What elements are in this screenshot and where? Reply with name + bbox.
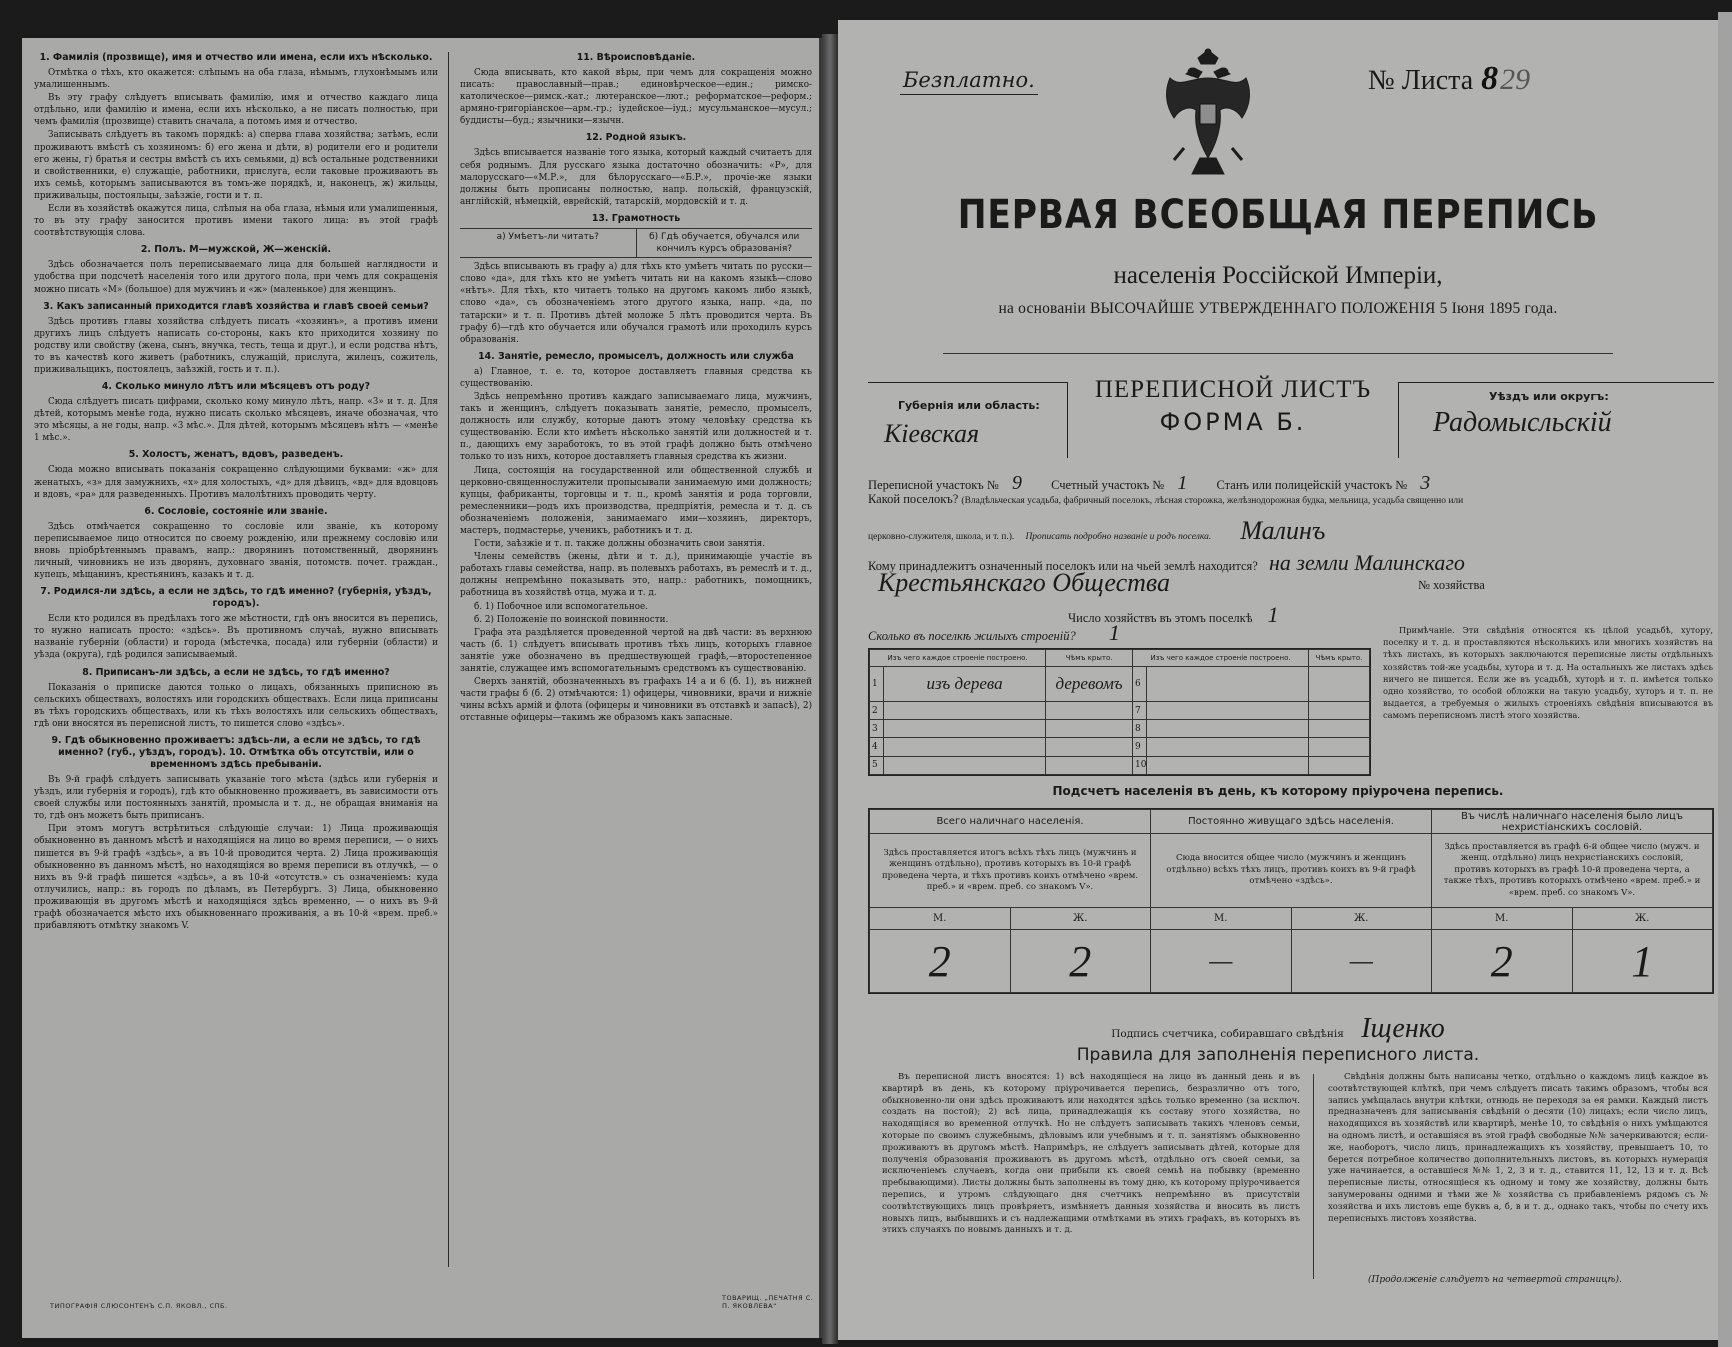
province-value: Кіевская bbox=[884, 419, 980, 448]
instructions-column-1 bbox=[34, 50, 438, 1280]
instruction-heading: 8. Приписанъ-ли здѣсь, а если не здѣсь, то гдѣ именно? bbox=[82, 666, 390, 678]
building-cell bbox=[1147, 667, 1309, 702]
building-1-roof: деревомъ bbox=[1046, 667, 1133, 702]
instructions-column-2 bbox=[460, 50, 812, 1280]
instruction-section bbox=[34, 449, 438, 500]
owner-value-1: на земли Малинскаго bbox=[1268, 550, 1465, 575]
instruction-heading: 7. Родился-ли здѣсь, а если не здѣсь, то гдѣ именно? (губернія, уѣздъ, городъ). bbox=[40, 586, 432, 610]
sheet-number-label: № Листа bbox=[1368, 65, 1474, 96]
building-cell bbox=[1046, 738, 1133, 756]
instruction-paragraph: Если кто родился въ предѣлахъ того же мѣстности, гдѣ онъ вносится въ перепись, то нужно написать просто: «здѣсь». Въ противномъ случаѣ, нужно вписывать названіе губерніи (области) и города (мѣстечка, посада) или губерніи (области) и уѣзда (округа), гдѣ родился записываемый. bbox=[34, 614, 438, 661]
households-count-label: Число хозяйствъ въ этомъ поселкѣ bbox=[1068, 611, 1253, 625]
province-label: Губернія или область: bbox=[898, 399, 1040, 412]
owner-value-2: Крестьянскаго Общества bbox=[878, 568, 1171, 597]
building-number: 4 bbox=[870, 738, 884, 756]
police-district-value: 3 bbox=[1420, 472, 1431, 494]
resident-population-desc: Сюда вносится общее число (мужчинъ и женщинъ отдѣльно) всѣхъ тѣхъ лицъ, противъ коихъ въ 9-й графѣ отмѣчено «здѣсь». bbox=[1151, 834, 1432, 908]
census-legal-basis: на основаніи ВЫСОЧАЙШЕ УТВЕРЖДЕННАГО ПОЛОЖЕНІЯ 5 Іюня 1895 года. bbox=[998, 300, 1558, 317]
book-spine bbox=[822, 34, 838, 1344]
building-number: 7 bbox=[1133, 701, 1147, 719]
present-male-count: 2 bbox=[870, 930, 1011, 993]
building-cell bbox=[1147, 756, 1309, 774]
enumerator-signature-row bbox=[838, 1013, 1718, 1045]
instruction-section bbox=[34, 735, 438, 932]
instruction-paragraph: Отмѣтка о тѣхъ, кто окажется: слѣпымъ на оба глаза, нѣмымъ, глухонѣмымъ или умалишеннымъ. bbox=[34, 68, 438, 91]
instruction-section bbox=[460, 52, 812, 127]
enumerator-signature-label: Подпись счетчика, собиравшаго свѣдѣнія bbox=[1111, 1028, 1344, 1040]
building-cell bbox=[1309, 720, 1370, 738]
census-form-page bbox=[838, 20, 1718, 1340]
settlement-value: Малинъ bbox=[1240, 516, 1326, 545]
instruction-section bbox=[34, 586, 438, 661]
buildings-header-roof-2: Чѣмъ крыто. bbox=[1309, 650, 1370, 667]
instruction-paragraph: б. 1) Побочное или вспомогательное. bbox=[474, 601, 649, 612]
female-column: Ж. bbox=[1291, 908, 1432, 930]
instruction-paragraph: Здѣсь вписывается названіе того языка, который каждый считаетъ для себя роднымъ. Для русскаго языка достаточно обозначить: «Р», для малорусскаго—«М.Р.», для бѣлорусскаго—«Б.Р.», прочіе-же языки должны быть прописаны полностью, напр. польскій, французскій, англійскій, нѣмецкій, еврейскій, татарскій, мордовскій и т. д. bbox=[460, 148, 812, 207]
instruction-section bbox=[460, 351, 812, 725]
building-cell bbox=[1309, 701, 1370, 719]
instruction-section bbox=[34, 506, 438, 581]
enumerator-signature: Іщенко bbox=[1361, 1013, 1445, 1044]
dwellings-value: 1 bbox=[1108, 620, 1120, 645]
building-cell bbox=[1046, 701, 1133, 719]
instruction-section bbox=[34, 381, 438, 444]
present-female-count: 2 bbox=[1010, 930, 1151, 993]
building-cell bbox=[1147, 701, 1309, 719]
building-1-material: изъ дерева bbox=[884, 667, 1046, 702]
instruction-paragraph: Въ 9-й графѣ слѣдуетъ записывать указаніе того мѣста (здѣсь или губернія и уѣздъ, или губернія и городъ), гдѣ кто обыкновенно проживаетъ, въ зависимости отъ своей службы или постоянныхъ занятій, промысла и т. д., не обращая вниманія на то, гдѣ онъ можетъ быть приписанъ. bbox=[34, 774, 438, 822]
present-population-desc: Здѣсь проставляется итогъ всѣхъ тѣхъ лицъ (мужчинъ и женщинъ отдѣльно), противъ которыхъ въ 10-й графѣ проведена черта, и тѣхъ противъ коихъ отмѣчено «врем. преб.» и «врем. преб. со знакомъ V». bbox=[870, 834, 1151, 908]
buildings-header-roof: Чѣмъ крыто. bbox=[1046, 650, 1133, 667]
resident-population-header: Постоянно живущаго здѣсь населенія. bbox=[1151, 810, 1432, 834]
instruction-heading: 13. Грамотность bbox=[591, 212, 681, 224]
building-cell bbox=[1046, 720, 1133, 738]
non-christian-female-count: 1 bbox=[1572, 930, 1713, 993]
instruction-paragraph: Сверхъ занятій, обозначенныхъ въ графахъ 14 а и 6 (б. 1), въ нижней части графы б (б. 2) отмѣчаются: 1) офицеры, чиновники, врачи и нижніе чины всѣхъ армій и флота (офицеры и чиновники въ отставкѣ и запасѣ), 2) отставные офицеры—такимъ же образомъ какъ запасные. bbox=[460, 677, 812, 724]
divider-line bbox=[943, 353, 1613, 354]
settlement-hint-3: Прописать подробно названіе и родъ поселка. bbox=[1025, 532, 1212, 542]
building-cell bbox=[1309, 738, 1370, 756]
district-value: Радомысльскій bbox=[1433, 407, 1612, 438]
households-count-value: 1 bbox=[1267, 602, 1279, 627]
building-cell bbox=[1309, 756, 1370, 774]
instruction-heading: 3. Какъ записанный приходится главѣ хозяйства и главѣ своей семьи? bbox=[43, 300, 429, 312]
buildings-header-material: Изъ чего каждое строеніе построено. bbox=[870, 650, 1046, 667]
instruction-section bbox=[34, 301, 438, 376]
instruction-subheading: б) Гдѣ обучается, обучался или кончилъ курсъ образованія? bbox=[636, 229, 813, 257]
building-number: 1 bbox=[870, 667, 884, 702]
resident-female-count: — bbox=[1291, 930, 1432, 993]
district-label: Уѣздъ или округъ: bbox=[1489, 390, 1609, 403]
enumeration-district-label: Переписной участокъ № bbox=[868, 478, 999, 492]
instruction-heading: 6. Сословіе, состояніе или званіе. bbox=[144, 505, 328, 517]
instruction-paragraph: Сюда вписывать, кто какой вѣры, при чемъ для сокращенія можно писать: православный—прав.; единовѣрческое—един.; римско-католическое—римск.-кат.; лютеранское—лют.; реформатское—реформ.; армяно-григоріанское—арм.-гр.; іудейское—іуд.; мусульманское—мусул.; буддисты—буд.; язычники—язычн. bbox=[460, 68, 812, 127]
instruction-heading: 11. Вѣроисповѣданіе. bbox=[576, 52, 696, 63]
left-page-instructions bbox=[22, 38, 822, 1338]
instruction-section bbox=[34, 667, 438, 730]
building-cell bbox=[884, 720, 1046, 738]
male-column: М. bbox=[1432, 908, 1573, 930]
building-number: 2 bbox=[870, 701, 884, 719]
population-count-table bbox=[868, 808, 1714, 994]
building-cell bbox=[1046, 756, 1133, 774]
instruction-paragraph: Здѣсь отмѣчается сокращенно то сословіе или званіе, къ которому переписываемое лицо относится по своему рожденію, или прежнему сословію или вновь пріобрѣтеннымъ правамъ, напр.: дворянинъ потомственный, дворянинъ личный, чиновникъ не изъ дворянъ, духовнаго званія, потомств. почет. граждан., купецъ, мѣщанинъ, крестьянинъ, казакъ и т. д. bbox=[34, 521, 438, 581]
building-number: 3 bbox=[870, 720, 884, 738]
province-box bbox=[868, 382, 1068, 458]
printer-imprint-left: ТИПОГРАФІЯ СЛЮСОНТЕНЪ С.П. ЯКОВЛ., СПБ. bbox=[50, 1302, 228, 1310]
building-cell bbox=[1147, 720, 1309, 738]
instruction-subheading: а) Умѣетъ-ли читать? bbox=[496, 231, 599, 242]
instruction-paragraph: Здѣсь непремѣнно противъ каждаго записываемаго лица, мужчинъ, такъ и женщинъ, слѣдуетъ показывать занятіе, ремесло, промыселъ, должность или службу, которые даютъ этому человѣку средства къ существованію. Если кто имѣетъ нѣсколько занятій или должностей и т. п., дающихъ ему заработокъ, то въ этой графѣ должно быть отмѣчено только то изъ нихъ, которое доставляетъ главныя средства къ жизни. bbox=[460, 391, 812, 463]
instruction-paragraph: Здѣсь вписывають въ графу а) для тѣхъ кто умѣетъ читать по русски—слово «да», для тѣхъ кто не умѣетъ читать ни на какомъ языкѣ—слово «нѣтъ». Для тѣхъ, кто читаетъ только на другомъ какомъ либо языкѣ, слово «да», съ обозначеніемъ этого другого языка, напр. «да, по татарски» и т. п. Противъ дѣтей моложе 5 лѣтъ проводится черта. Въ графу б)—гдѣ кто обучается или обучался грамотѣ или проходилъ курсъ образованія. bbox=[460, 262, 812, 345]
building-cell bbox=[884, 701, 1046, 719]
instruction-paragraph: Сюда можно вписывать показанія сокращенно слѣдующими буквами: «ж» для женатыхъ, «з» для замужнихъ, «х» для холостыхъ, «д» для дѣвицъ, «вд» для вдовцовъ и вдовъ, «ра» для разведенныхъ. Противъ малолѣтнихъ проводить черту. bbox=[34, 465, 438, 500]
settlement-label: Какой поселокъ? bbox=[868, 492, 959, 506]
printer-imprint-right: ТОВАРИЩ. „ПЕЧАТНЯ С. П. ЯКОВЛЕВА“ bbox=[722, 1294, 814, 1310]
resident-male-count: — bbox=[1151, 930, 1292, 993]
form-type: ФОРМА Б. bbox=[1159, 408, 1307, 436]
instruction-heading: 5. Холостъ, женатъ, вдовъ, разведенъ. bbox=[128, 449, 344, 461]
instruction-paragraph: Сюда слѣдуетъ писать цифрами, сколько кому минуло лѣтъ, напр. «3» и т. д. Для дѣтей, которымъ менѣе года, нужно писать сколько мѣсяцевъ, иначе обозначая, что это мѣсяцы, а не годы, напр. «3 мѣс.». Для дѣтей, которымъ мѣсяцевъ нѣтъ — «менѣе 1 мѣс.». bbox=[34, 397, 438, 444]
instruction-paragraph: Здѣсь обозначается полъ переписываемаго лица для большей наглядности и удобства при подсчетѣ населенія того или другого пола, при чемъ для сокращенія можно писать «М» (большое) для мужчинъ и «ж» (маленькое) для женщинъ. bbox=[34, 260, 438, 295]
dwellings-label: Сколько въ поселкѣ жилыхъ строеній? bbox=[868, 629, 1076, 643]
building-number: 9 bbox=[1133, 738, 1147, 756]
instruction-paragraph: Гости, заѣзжіе и т. п. также должны обозначить свои занятія. bbox=[474, 539, 765, 550]
instruction-heading: 1. Фамилія (прозвище), имя и отчество или имена, если ихъ нѣсколько. bbox=[39, 52, 433, 63]
non-christian-male-count: 2 bbox=[1432, 930, 1573, 993]
sheet-number-value: 8 bbox=[1481, 60, 1499, 97]
instruction-paragraph: При этомъ могутъ встрѣтиться слѣдующіе случаи: 1) Лица проживающія обыкновенно въ данномъ мѣстѣ и находящіяся на лицо во время переписи, — о нихъ пишется въ 9-й графѣ «здѣсь», а въ 10-й проводится черта. 2) Лица проживающія обыкновенно въ данномъ мѣстѣ, но находящіяся во время переписи въ отлучкѣ, — о нихъ въ 9-й графѣ пишется «здѣсь», а въ 10-й «отсутств.» съ означеніемъ: куда отлучились, напр.: въ городъ по дѣламъ, въ Петербургъ. 3) Лица, обыкновенно проживающія въ другомъ мѣстѣ и находящіяся здѣсь временно, — о нихъ въ 9-й графѣ обозначается мѣсто ихъ обыкновеннаго проживанія, а въ 10-й «врем. преб.» прибавляютъ отмѣтку знакомъ V. bbox=[34, 824, 438, 932]
present-population-header: Всего наличнаго населенія. bbox=[870, 810, 1151, 834]
building-number: 5 bbox=[870, 756, 884, 774]
building-number: 8 bbox=[1133, 720, 1147, 738]
non-christian-header: Въ числѣ наличнаго населенія было лицъ нехристіанскихъ сословій. bbox=[1432, 810, 1713, 834]
buildings-note: Примѣчаніе. Эти свѣдѣнія относятся къ цѣлой усадьбѣ, хутору, поселку и т. д. и проставляются нѣсколькихъ или многихъ хозяйствъ на тѣхъ листахъ, въ которыхъ заключаются переписные листы отдѣльныхъ хозяйствъ той-же усадьбы, хутора и т. д. На остальныхъ же листахъ здѣсь ничего не пишется. Если же въ усадьбѣ, хуторѣ и т. п. имѣется только одно хозяйство, то особой обложки на такую усадьбу, хуторъ и т. п. не выдается, а требуемыя о жилыхъ строеніяхъ свѣдѣнія вписываются въ самомъ переписномъ листѣ этого хозяйства. bbox=[1383, 625, 1713, 721]
buildings-header-material-2: Изъ чего каждое строеніе построено. bbox=[1133, 650, 1309, 667]
counting-district-value: 1 bbox=[1177, 472, 1188, 494]
instruction-paragraph: Графа эта раздѣляется проведенной чертой на двѣ части: въ верхнюю часть (б. 1) слѣдуетъ вписывать противъ тѣхъ лицъ, которыхъ главное занятіе уже обозначено въ предшествующей графѣ,—второстепенное занятіе, служащее имъ вспомогательнымъ средствомъ къ существованію. bbox=[460, 627, 812, 675]
instruction-paragraph: б. 2) Положеніе по воинской повинности. bbox=[474, 614, 669, 625]
instruction-section bbox=[460, 213, 812, 346]
instruction-section bbox=[460, 132, 812, 207]
owner-row-2 bbox=[878, 568, 1485, 598]
rules-text-left: Въ переписной листъ вносятся: 1) всѣ находящіеся на лицо въ данный день и въ квартирѣ въ день, къ которому пріурочивается перепись, безразлично отъ того, обыкновенно-ли они здѣсь проживаютъ или находятся здѣсь только временно (за исключ. создать на постой); 2) всѣ лица, принадлежащія къ составу этого хозяйства, но находящіяся во временной отлучкѣ. Но не слѣдуетъ записывать такихъ членовъ семьи, которые по своимъ служебнымъ, дѣловымъ или учебнымъ и т. п. занятіямъ обыкновенно проживаютъ въ другомъ мѣстѣ. Напримѣръ, не слѣдуетъ записывать дѣтей, которые для полученія образованія проживаютъ въ другомъ мѣстѣ, отдѣльно отъ своей семьи, за исключеніемъ случаевъ, когда они прибыли къ своей семьѣ на побывку (временно пребывающими). Листы должны быть заполнены въ тому дню, къ которому пріурочивается перепись, и утромъ слѣдующаго дня счетчикъ непремѣнно въ присутствіи соотвѣтствующихъ лицъ провѣряетъ, измѣняетъ данныя хозяйства и вносить въ листъ новыхъ лицъ, выбывшихъ и съ надлежащими отмѣтками въ этихъ графахъ, въ которыхъ въ этихъ случаяхъ по новымъ данныхъ и т. д. bbox=[882, 1072, 1300, 1236]
building-cell bbox=[1147, 738, 1309, 756]
rules-continued-note: (Продолженіе слѣдуетъ на четвертой страницѣ). bbox=[1368, 1275, 1622, 1285]
column-divider bbox=[448, 52, 449, 1267]
district-box bbox=[1398, 382, 1714, 458]
instruction-heading: 9. Гдѣ обыкновенно проживаетъ: здѣсь-ли, а если не здѣсь, то гдѣ именно? (губ., уѣздъ, городъ). 10. Отмѣтка объ отсутствіи, или о временномъ здѣсь пребываніи. bbox=[51, 734, 421, 770]
dwellings-row bbox=[868, 620, 1120, 646]
form-title-block bbox=[1068, 376, 1398, 436]
sheet-number bbox=[1368, 60, 1530, 98]
enumeration-district-value: 9 bbox=[1011, 472, 1022, 494]
instruction-heading: 14. Занятіе, ремесло, промыселъ, должность или служба bbox=[478, 350, 794, 362]
female-column: Ж. bbox=[1010, 908, 1151, 930]
rules-divider bbox=[1313, 1074, 1314, 1279]
census-sheet-title: ПЕРЕПИСНОЙ ЛИСТЪ bbox=[1094, 376, 1372, 403]
male-column: М. bbox=[870, 908, 1011, 930]
rules-text-right: Свѣдѣнія должны быть написаны четко, отдѣльно о каждомъ лицѣ каждое въ соотвѣтствующей клѣткѣ, при чемъ слѣдуетъ писать такимъ образомъ, чтобы вся запись умѣщалась внутри клѣтки, отнюдь не переходя за ея рамки. Каждый листъ предназначенъ для записыванія свѣдѣній о десяти (10) лицахъ; если число лицъ, находящихся въ хозяйствѣ или квартирѣ, менѣе 10, то свѣдѣнія о нихъ умѣщаются на одномъ листѣ, и оставшіяся въ этой графѣ свободные №№ зачеркиваются; если-же, наоборотъ, число лицъ, принадлежащихъ къ хозяйству, превышаетъ 10, то берется потребное количество дополнительныхъ листовъ, въ которыхъ нумерація уже начинается, а оставшіеся №№ 1, 2, 3 и т. д., ставится 11, 12, 13 и т. д. Всѣ переписные листы, относящіеся къ одному и тому же хозяйству, должны быть занумерованы одними и тѣми же № хозяйства съ прибавленіемъ рядомъ съ № хозяйства и ихъ листовъ еще буквъ а, б, в и т. д., однако такъ, чтобы по счету ихъ переписныхъ листовъ хозяйства. bbox=[1328, 1072, 1708, 1224]
imperial-eagle-emblem bbox=[1160, 48, 1256, 178]
sheet-number-archive: 29 bbox=[1500, 63, 1531, 96]
building-number: 10 bbox=[1133, 756, 1147, 774]
instruction-paragraph: Въ эту графу слѣдуетъ вписывать фамилію, имя и отчество каждаго лица отдѣльно, или фамилію и имена, если ихъ нѣсколько, а не писать полностью, при чемъ фамилія (прозвище) ставить сначала, а потомъ имя и отчество. bbox=[34, 93, 438, 128]
instruction-section bbox=[34, 52, 438, 239]
book-cover-edge bbox=[1718, 12, 1732, 1347]
instruction-paragraph: Записывать слѣдуетъ въ такомъ порядкѣ: а) сперва глава хозяйства; затѣмъ, если проживаютъ вмѣстѣ съ хозяиномъ: б) его жена и дѣти, в) родители его и родители его жены, г) братья и сестры вмѣстѣ съ ихъ семьями, д) всѣ остальные родственники и свойственники, е) служащіе, работники, прислуга, если таковые проживаютъ въ ихъ семьѣ, которымъ записываются въ томъ-же порядкѣ, и, наконецъ, ж) жильцы, приживальцы, постояльцы, заѣзжіе, гости и т. п. bbox=[34, 130, 438, 201]
instruction-paragraph: Лица, состоящія на государственной или общественной службѣ и церковно-священнослужители пропысывали занимаемую ими должность; купцы, фабриканты, торговцы и т. п., кромѣ занятія и рода торговли, ремесленники—родъ ихъ производства, предпріятія, ремесла и т. д. съ обозначеніемъ положенія, занимаемаго ими—хозяинъ, директоръ, мастеръ, подмастерье, ученикъ, работникъ и т. д. bbox=[460, 465, 812, 536]
free-of-charge-label: Безплатно. bbox=[903, 68, 1035, 92]
household-number-label: № хозяйства bbox=[1418, 578, 1485, 592]
instruction-heading: 12. Родной языкъ. bbox=[585, 132, 687, 144]
instruction-subheadings bbox=[460, 228, 812, 258]
population-count-title: Подсчетъ населенія въ день, къ которому пріурочена перепись. bbox=[1052, 784, 1504, 798]
instruction-paragraph: Показанія о приписке даются только о лицахъ, обязанныхъ приписною въ сельскихъ обществахъ, волостяхъ или городскихъ обществахъ. Если лица приписаны въ тѣхъ городскихъ обществахъ, или къ тѣхъ волостяхъ или сельскихъ обществахъ, гдѣ они вносятся въ переписной листъ, то пишется слово «здѣсь». bbox=[34, 682, 438, 729]
building-cell bbox=[884, 756, 1046, 774]
counting-district-label: Счетный участокъ № bbox=[1051, 478, 1165, 492]
owner-label: Кому принадлежитъ означенный поселокъ или на чьей землѣ находится? bbox=[868, 559, 1258, 573]
instruction-paragraph: Члены семействъ (жены, дѣти и т. д.), принимающіе участіе въ работахъ главы семейства, напр. въ полевыхъ работахъ, въ ремеслѣ и т. д., должны непремѣнно показывать это, напр.: работникъ, помощникъ, работница въ хозяйствѣ отца, мужа и т. д. bbox=[460, 552, 812, 599]
instruction-section bbox=[34, 244, 438, 295]
settlement-hint: (Владѣльческая усадьба, фабричный поселокъ, лѣсная сторожка, желѣзнодорожная будка, мельница, усадьба священно или bbox=[961, 496, 1464, 506]
census-main-title: ПЕРВАЯ ВСЕОБЩАЯ ПЕРЕПИСЬ bbox=[957, 192, 1599, 238]
building-number: 6 bbox=[1133, 667, 1147, 702]
instruction-paragraph: Здѣсь противъ главы хозяйства слѣдуетъ писать «хозяинъ», а противъ имени другихъ лицъ слѣдуетъ написать со-стороны, какъ кто приходится хозяину по родству или свойству (жена, сынъ, внучка, тесть, теща и друг.), и если родства нѣтъ, то въ качествѣ кого живетъ (работникъ, служащій, прислуга, жилецъ, сожитель, приживальщикъ, постоялецъ, заѣзжій, гость и т. п.). bbox=[34, 316, 438, 375]
instruction-heading: 2. Полъ. М—мужской, Ж—женскій. bbox=[140, 244, 332, 256]
female-column: Ж. bbox=[1572, 908, 1713, 930]
building-cell bbox=[1309, 667, 1370, 702]
instruction-heading: 4. Сколько минуло лѣтъ или мѣсяцевъ отъ роду? bbox=[101, 381, 371, 393]
non-christian-desc: Здѣсь проставляется въ графѣ 6-й общее число (мужч. и женщ. отдѣльно) лицъ нехристіанскихъ сословій, противъ которыхъ въ графѣ 10-й проведена черта, а также тѣхъ, противъ которыхъ отмѣчено «врем. преб.» и «врем. преб. со знакомъ V». bbox=[1432, 834, 1713, 908]
settlement-row bbox=[868, 492, 1463, 507]
settlement-hint-2: церковно-служителя, школа, и т. п.). bbox=[868, 532, 1015, 542]
rules-title: Правила для заполненія переписного листа. bbox=[1076, 1045, 1480, 1065]
building-cell bbox=[884, 738, 1046, 756]
buildings-table bbox=[868, 648, 1371, 776]
census-subtitle: населенія Россійской Имперіи, bbox=[1113, 262, 1443, 289]
settlement-row-2 bbox=[868, 516, 1325, 546]
instruction-paragraph: а) Главное, т. е. то, которое доставляетъ главныя средства къ существованію. bbox=[460, 366, 812, 389]
instruction-paragraph: Если въ хозяйствѣ окажутся лица, слѣпыя на оба глаза, нѣмыя или умалишенныя, то въ эту графу заносится противъ имени такого лица: въ этой графѣ соотвѣтствующія слова. bbox=[34, 204, 438, 239]
male-column: М. bbox=[1151, 908, 1292, 930]
police-district-label: Станъ или полицейскій участокъ № bbox=[1216, 478, 1408, 492]
